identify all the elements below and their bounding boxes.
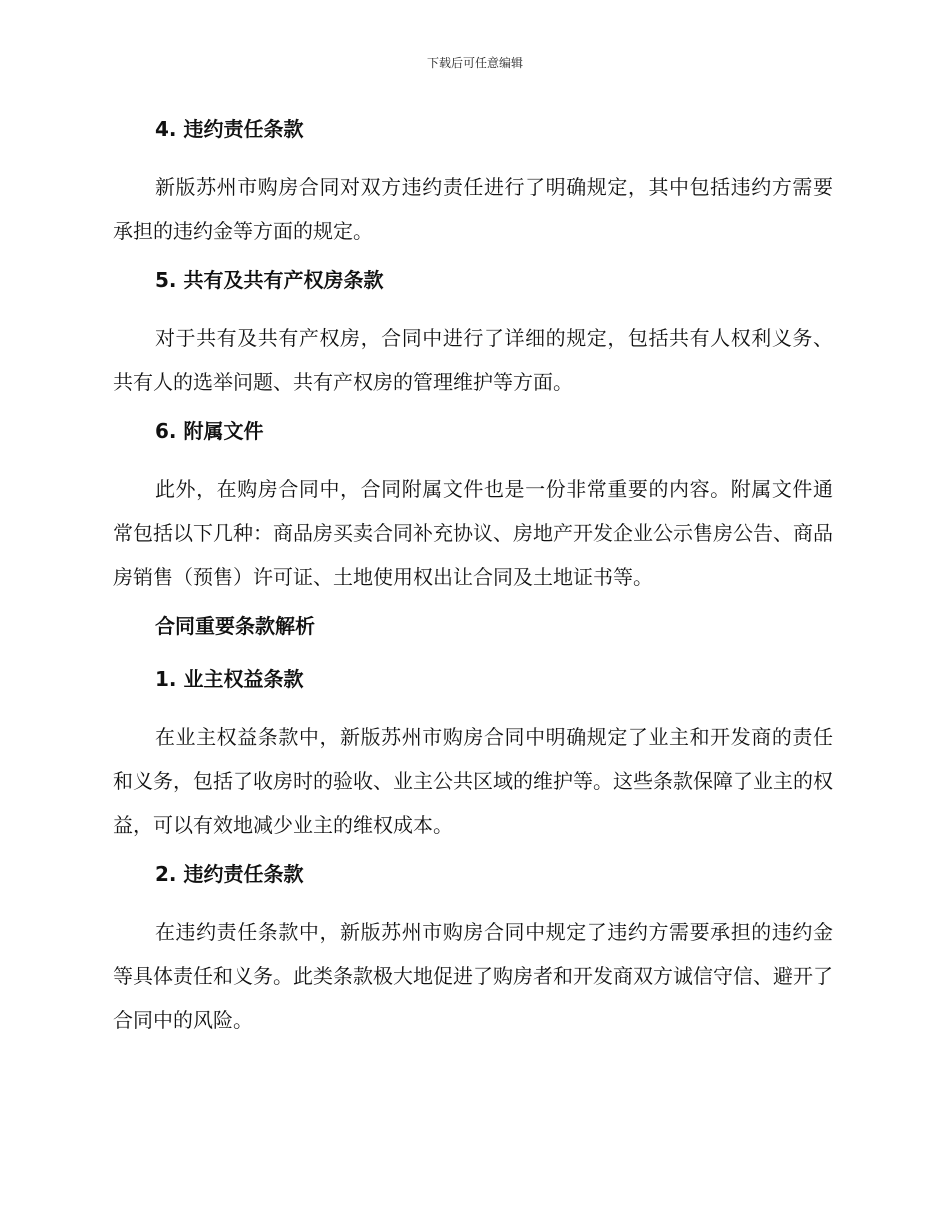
page-header: 下载后可任意编辑 [426, 56, 523, 70]
paragraph-owner-rights: 在业主权益条款中，新版苏州市购房合同中明确规定了业主和开发商的责任和义务，包括了收房时的验收、业主公共区域的维护等。这些条款保障了业主的权益，可以有效地减少业主的维权成本。 [113, 725, 833, 837]
section-heading-attachments: 6. 附属文件 [155, 419, 264, 443]
section-heading-co-ownership: 5. 共有及共有产权房条款 [155, 268, 384, 292]
paragraph-attachments: 此外，在购房合同中，合同附属文件也是一份非常重要的内容。附属文件通常包括以下几种：商品房买卖合同补充协议、房地产开发企业公示售房公告、商品房销售（预售）许可证、土地使用权出让合同及土地证书等。 [113, 477, 833, 589]
section-heading-key-clauses: 合同重要条款解析 [155, 614, 315, 638]
section-heading-breach-liability-2: 2. 违约责任条款 [155, 862, 304, 886]
paragraph-breach-liability: 新版苏州市购房合同对双方违约责任进行了明确规定，其中包括违约方需要承担的违约金等方面的规定。 [113, 175, 833, 243]
section-heading-owner-rights: 1. 业主权益条款 [155, 667, 304, 691]
paragraph-breach-liability-2: 在违约责任条款中，新版苏州市购房合同中规定了违约方需要承担的违约金等具体责任和义务。此类条款极大地促进了购房者和开发商双方诚信守信、避开了合同中的风险。 [113, 920, 833, 1032]
paragraph-co-ownership: 对于共有及共有产权房，合同中进行了详细的规定，包括共有人权利义务、共有人的选举问题、共有产权房的管理维护等方面。 [113, 326, 833, 394]
document-body [113, 112, 833, 1052]
section-heading-breach-liability: 4. 违约责任条款 [155, 117, 304, 141]
